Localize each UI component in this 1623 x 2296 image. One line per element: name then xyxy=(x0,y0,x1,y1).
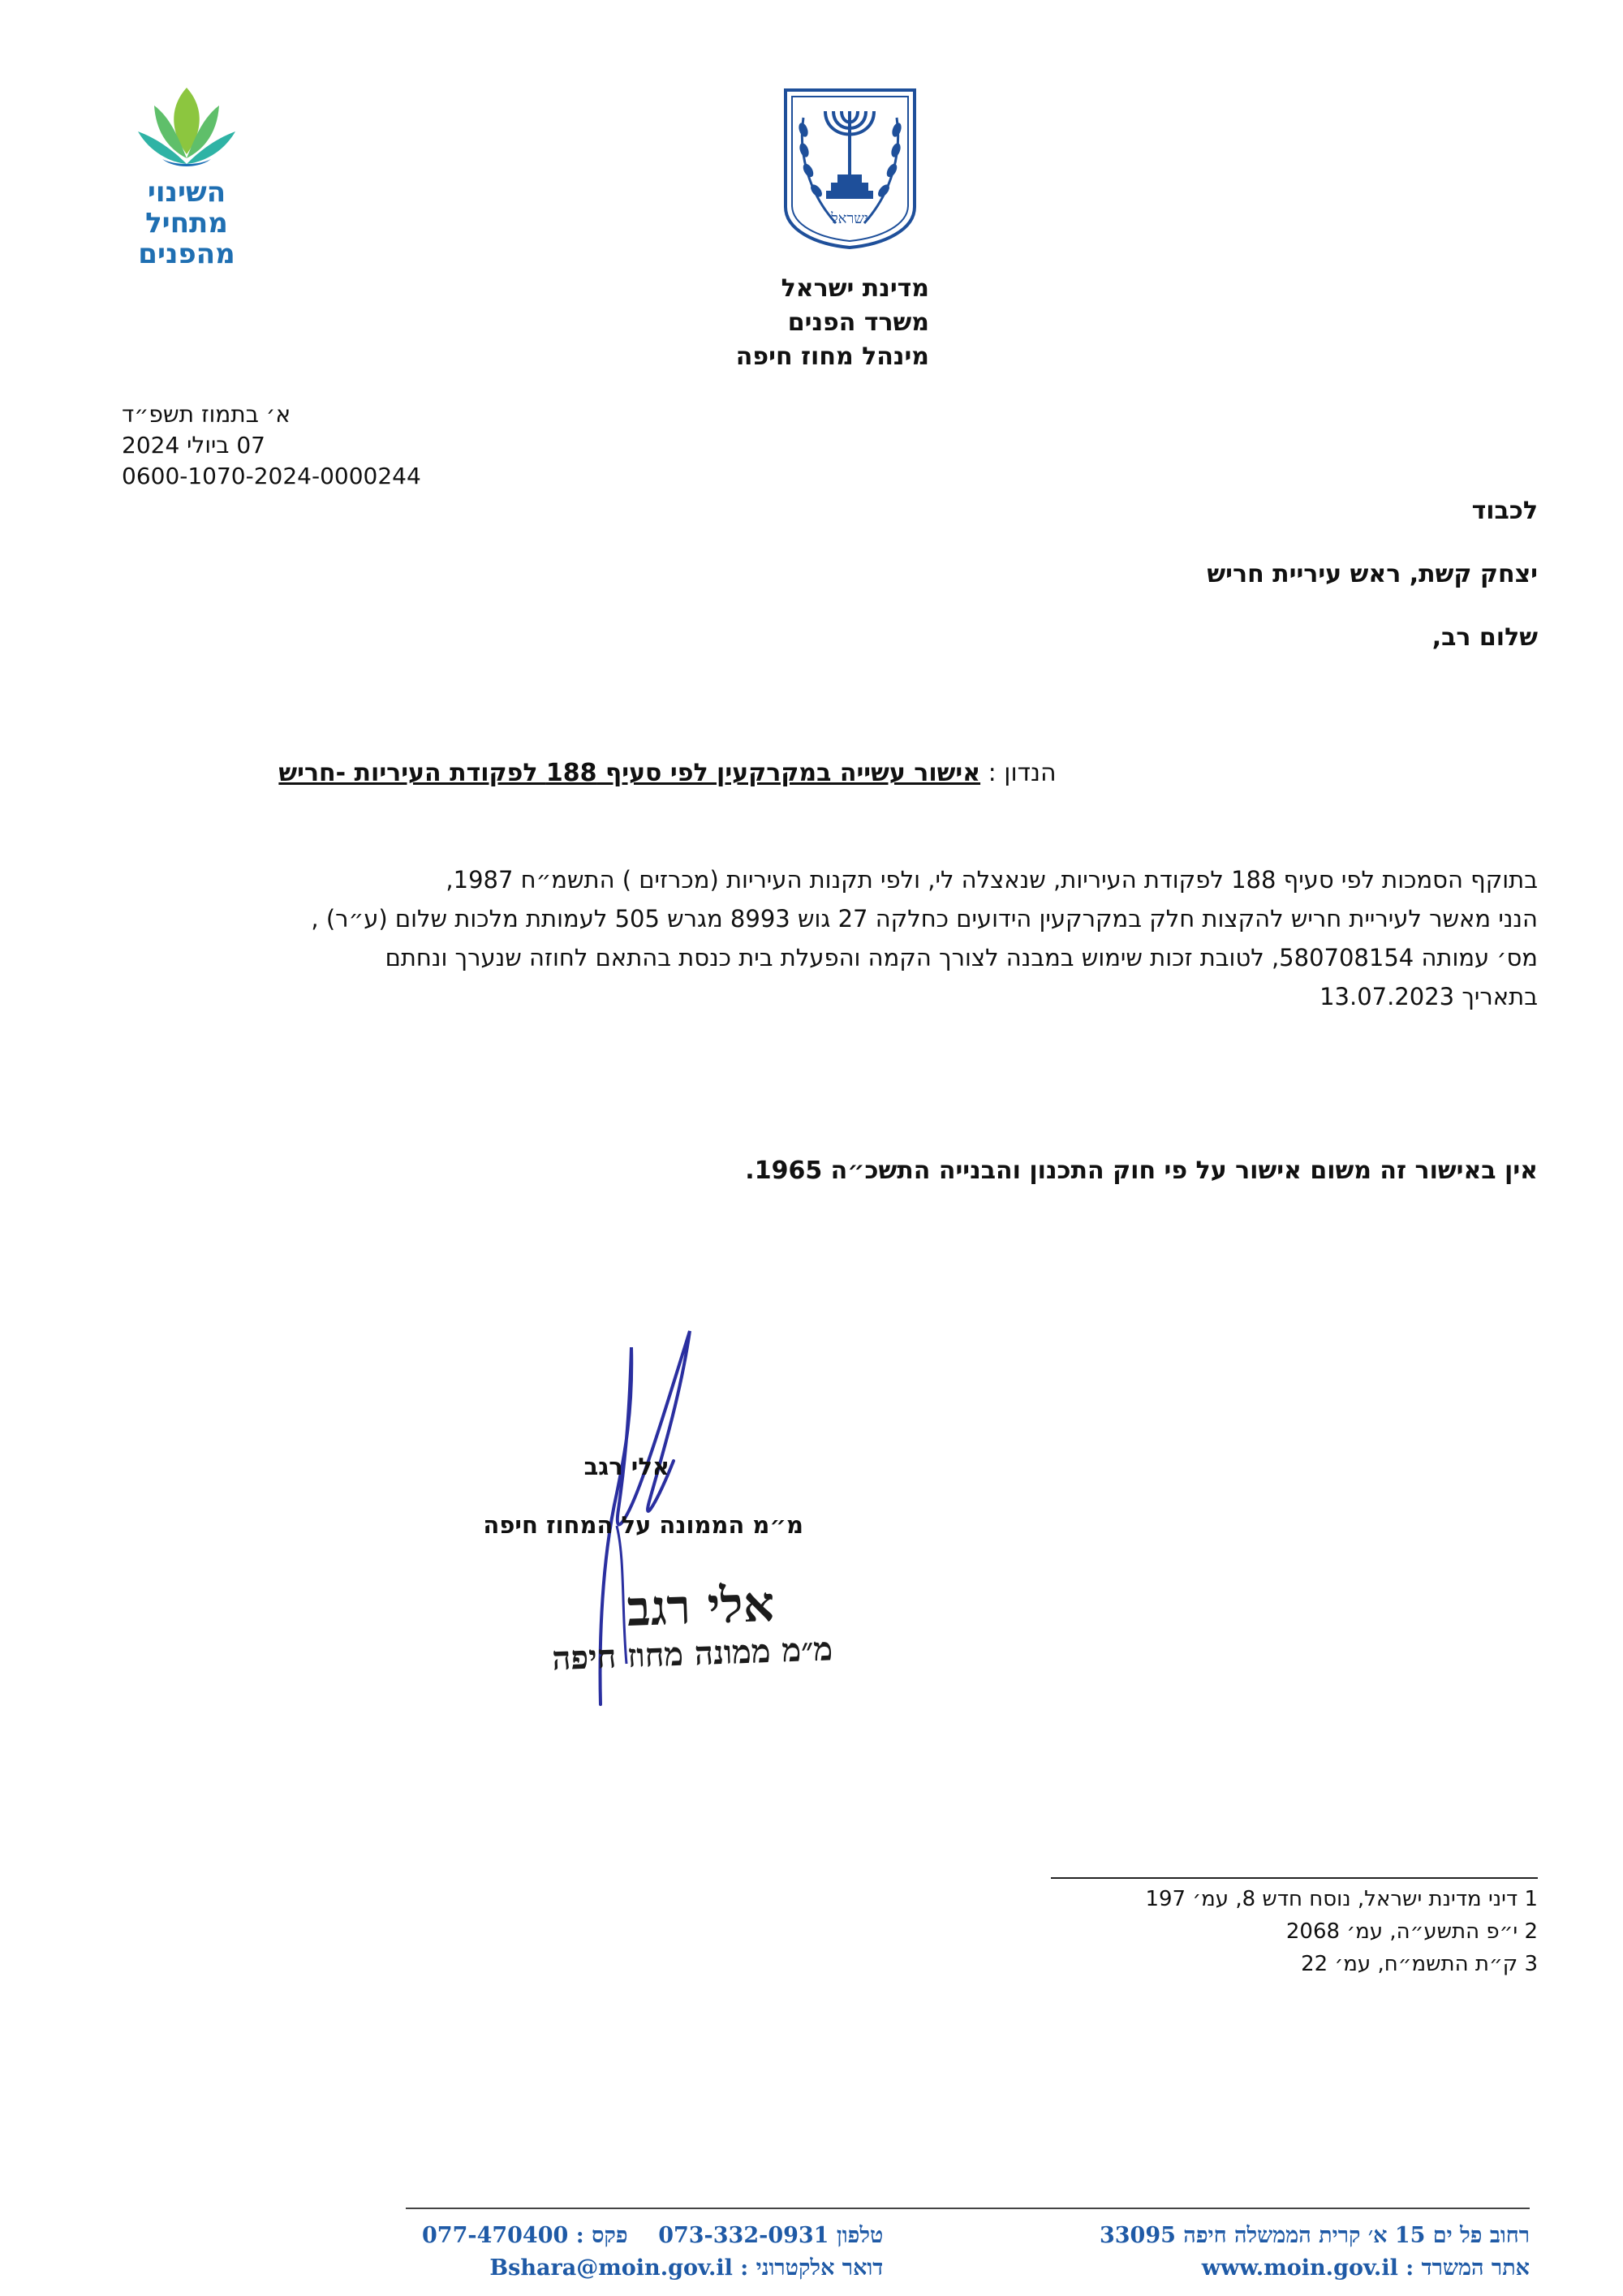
slogan-logo xyxy=(122,81,252,269)
salutation: לכבוד xyxy=(1471,497,1538,525)
footnotes xyxy=(970,1883,1538,1980)
hebrew-date: א׳ בתמוז תשפ״ד xyxy=(122,401,291,428)
body-line: בתאריך 13.07.2023 xyxy=(1319,983,1538,1010)
body-line: מס׳ עמותה 580708154, לטובת זכות שימוש במבנה לצורך הקמה והפעלת בית כנסת בהתאם לחוזה שנערך ונחתם xyxy=(385,944,1538,971)
slogan-line: מהפנים xyxy=(138,238,235,270)
slogan-line: השינוי xyxy=(147,176,226,209)
signer-role: מ״מ הממונה על המחוז חיפה xyxy=(483,1511,803,1539)
reference-number: 0600-1070-2024-0000244 xyxy=(122,463,421,489)
org-header xyxy=(605,272,929,374)
letter-body xyxy=(61,860,1538,1016)
body-line: הנני מאשר לעיריית חריש להקצות חלק במקרקעין הידועים כחלקה 27 גוש 8993 מגרש 505 לעמותת מלכות שלום (ע״ר) , xyxy=(311,905,1538,933)
footer-address: רחוב פל ים 15 א׳ קרית הממשלה חיפה 33095 xyxy=(1099,2223,1530,2248)
emblem-text: ישראל xyxy=(831,210,868,227)
org-line: מינהל מחוז חיפה xyxy=(735,342,929,371)
email-label: דואר אלקטרוני : xyxy=(740,2255,884,2281)
email-link[interactable]: Bshara@moin.gov.il xyxy=(489,2255,733,2281)
footnote-item: 2 י״פ התשע״ה, עמ׳ 2068 xyxy=(1285,1919,1538,1944)
fax-number: 077-470400 xyxy=(422,2223,569,2248)
fax-label: פקס : xyxy=(575,2223,628,2248)
stamp-name: אלי רגב xyxy=(626,1575,776,1639)
subject-text: אישור עשייה במקרקעין לפי סעיף 188 לפקודת העיריות -חריש xyxy=(278,759,981,787)
signer-name: אלי רגב xyxy=(583,1453,669,1480)
subject-label: הנדון : xyxy=(988,759,1057,787)
footer xyxy=(406,2220,1530,2285)
website-link[interactable]: www.moin.gov.il xyxy=(1201,2255,1398,2281)
state-emblem xyxy=(779,85,921,252)
body-line: בתוקף הסמכות לפי סעיף 188 לפקודת העיריות, שנאצלה לי, ולפי תקנות העיריות (מכרזים ) התשמ״ח 1987, xyxy=(446,866,1538,894)
greeting: שלום רב, xyxy=(1431,623,1538,652)
footnote-item: 3 ק״ת התשמ״ח, עמ׳ 22 xyxy=(1301,1952,1538,1976)
footnote-divider xyxy=(1051,1877,1538,1879)
footer-address-block xyxy=(1100,2220,1530,2285)
slogan-line: מתחיל xyxy=(145,207,228,239)
planning-law-note: אין באישור זה משום אישור על פי חוק התכנון והבנייה התשכ״ה 1965. xyxy=(745,1157,1538,1185)
org-line: משרד הפנים xyxy=(787,308,929,337)
phone-label: טלפון xyxy=(836,2223,884,2248)
subject-line xyxy=(81,759,1254,787)
reference-block xyxy=(122,399,527,492)
website-label: אתר המשרד : xyxy=(1406,2255,1530,2281)
stamp-role: מ״מ ממונה מחוז חיפה xyxy=(551,1630,833,1678)
org-line: מדינת ישראל xyxy=(781,274,929,303)
menorah-emblem-icon xyxy=(779,85,921,252)
footer-contact-block xyxy=(422,2220,883,2285)
addressee-block xyxy=(807,497,1538,687)
footnote-item: 1 דיני מדינת ישראל, נוסח חדש 8, עמ׳ 197 xyxy=(1145,1887,1538,1911)
signature-stamp xyxy=(424,1575,833,1683)
footer-divider xyxy=(406,2208,1530,2209)
gregorian-date: 07 ביולי 2024 xyxy=(122,432,265,459)
recipient: יצחק קשת, ראש עיריית חריש xyxy=(1207,560,1538,588)
leaf-logo-icon xyxy=(122,81,252,170)
phone-number: 073-332-0931 xyxy=(658,2223,829,2248)
